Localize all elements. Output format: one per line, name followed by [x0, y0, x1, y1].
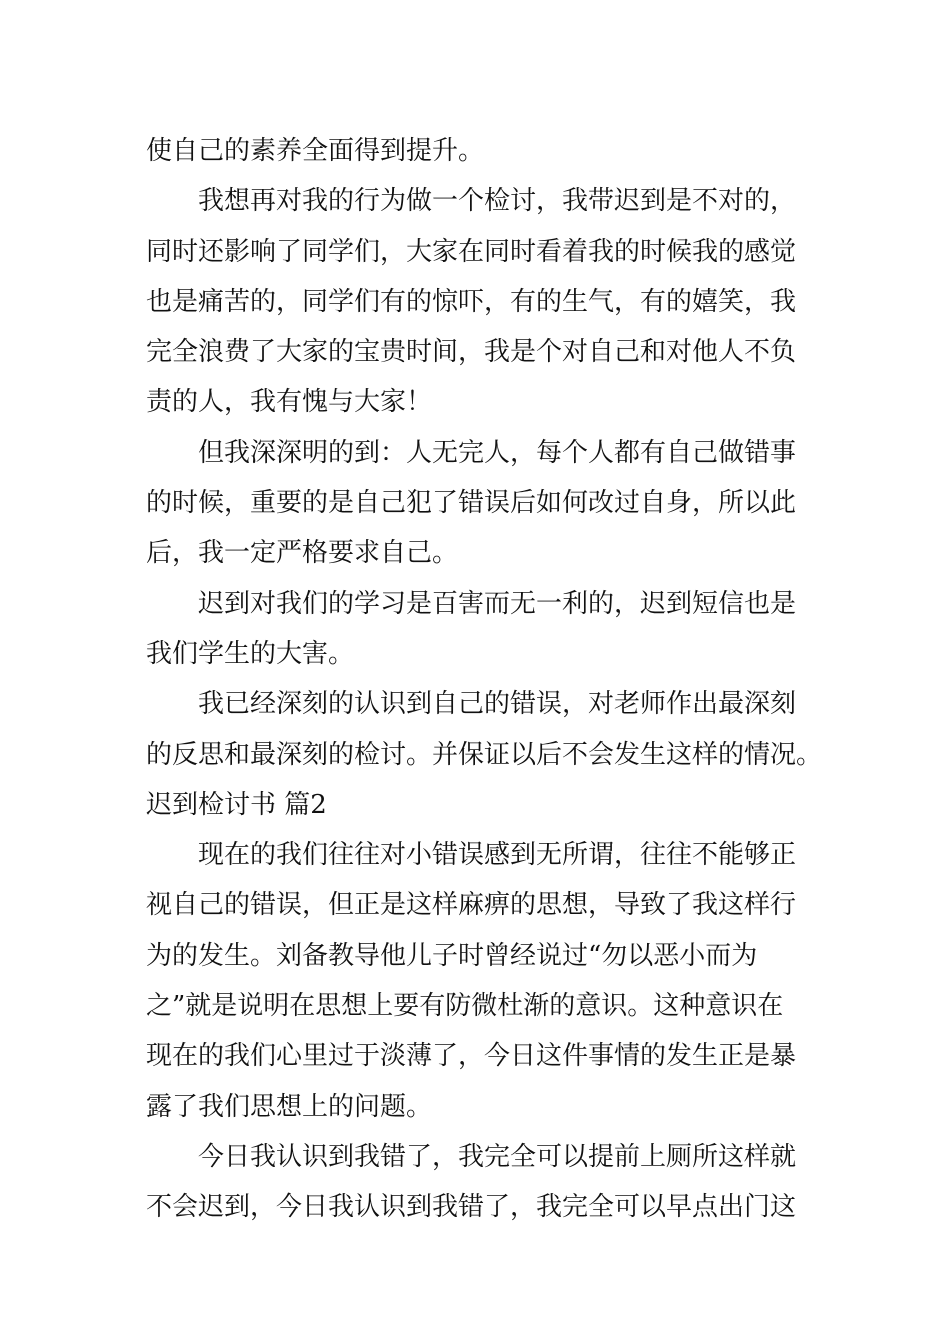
- text-line: 今日我认识到我错了，我完全可以提前上厕所这样就: [198, 1141, 797, 1172]
- text-line: 使自己的素养全面得到提升。: [146, 136, 485, 166]
- text-line: 后，我一定严格要求自己。: [146, 538, 459, 569]
- text-line: 完全浪费了大家的宝贵时间，我是个对自己和对他人不负: [146, 337, 797, 368]
- text-line: 之”就是说明在思想上要有防微杜渐的意识。这种意识在: [146, 991, 784, 1022]
- text-line: 露了我们思想上的问题。: [146, 1091, 433, 1122]
- text-line: 的时候，重要的是自己犯了错误后如何改过自身，所以此: [146, 488, 797, 519]
- text-line: 我已经深刻的认识到自己的错误，对老师作出最深刻: [198, 689, 797, 720]
- document-body: [146, 126, 823, 1233]
- text-line: 我想再对我的行为做一个检讨，我带迟到是不对的，: [198, 186, 797, 217]
- text-line: 但我深深明的到：人无完人，每个人都有自己做错事: [198, 437, 797, 468]
- text-line: 现在的我们心里过于淡薄了，今日这件事情的发生正是暴: [146, 1041, 797, 1072]
- text-line: 责的人，我有愧与大家！: [146, 387, 433, 418]
- text-line: 同时还影响了同学们，大家在同时看着我的时候我的感觉: [146, 236, 797, 267]
- text-line: 的反思和最深刻的检讨。并保证以后不会发生这样的情况。: [146, 739, 823, 770]
- text-line: 也是痛苦的，同学们有的惊吓，有的生气，有的嬉笑，我: [146, 286, 797, 317]
- section-heading: 迟到检讨书 篇2: [146, 789, 327, 820]
- text-line: 现在的我们往往对小错误感到无所谓，往往不能够正: [198, 840, 797, 871]
- text-line: 迟到对我们的学习是百害而无一利的，迟到短信也是: [198, 588, 797, 619]
- text-line: 为的发生。刘备教导他儿子时曾经说过“勿以恶小而为: [146, 940, 758, 971]
- text-line: 不会迟到，今日我认识到我错了，我完全可以早点出门这: [146, 1192, 797, 1223]
- text-line: 我们学生的大害。: [146, 638, 355, 669]
- text-line: 视自己的错误，但正是这样麻痹的思想，导致了我这样行: [146, 890, 797, 921]
